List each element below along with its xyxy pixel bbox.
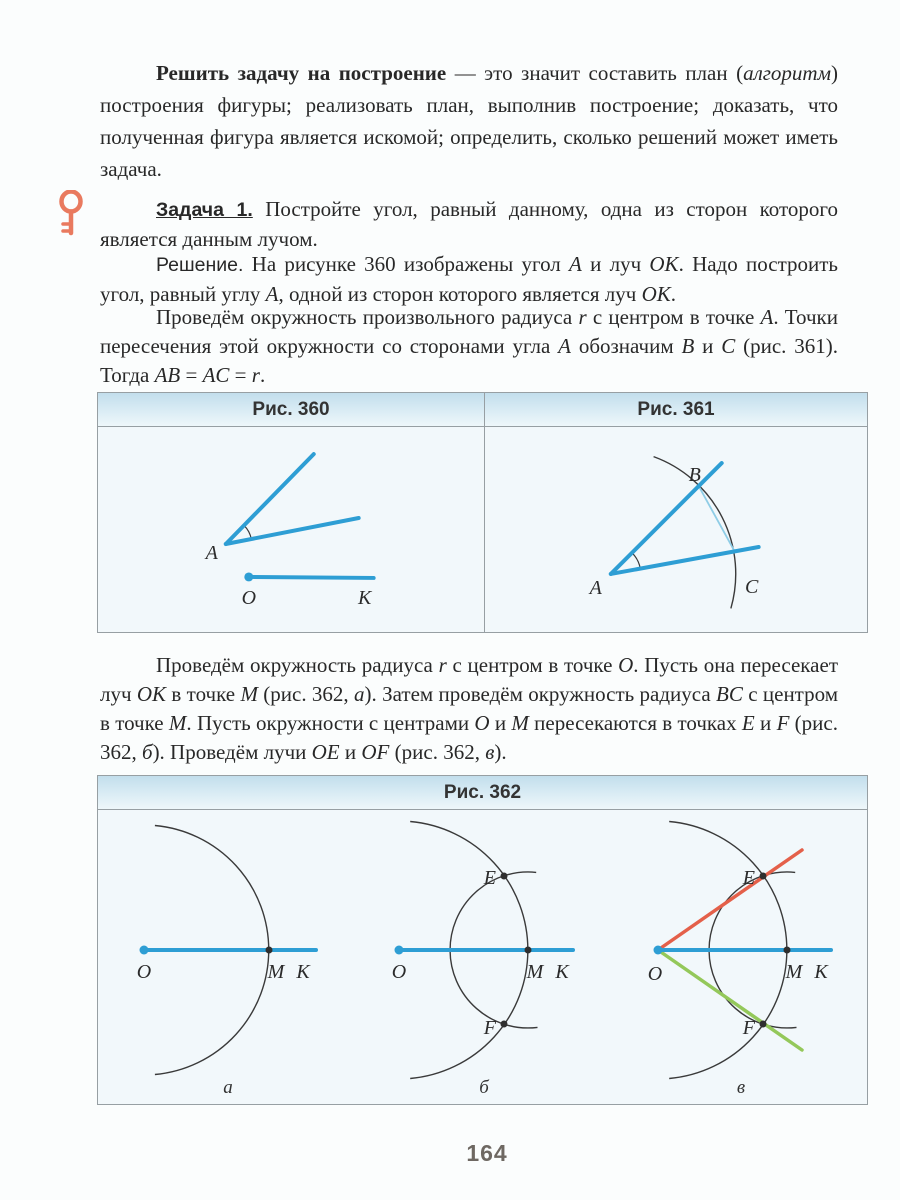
point-label-o: O <box>241 586 257 609</box>
figure-362-title: Рис. 362 <box>443 782 522 803</box>
point-f <box>760 1021 767 1028</box>
figure-box-divider <box>484 393 485 632</box>
paragraph-solution-step2: Проведём окружность радиуса r с центром в точке O. Пусть она пересекает луч OK в точке M (рис. 362, а). Затем проведём окружность радиуса BC с центром в точке M. Пусть окружности с центрами O и M пересекаются в точках E и F (рис. 362, б). Проведём лучи OE и OF (рис. 362, в). <box>100 653 839 764</box>
point-e <box>760 873 767 880</box>
page-number: 164 <box>466 1140 508 1166</box>
ray-ok <box>249 577 374 578</box>
figure-361-title: Рис. 361 <box>637 399 715 420</box>
point-m <box>525 947 532 954</box>
paragraph-solution-intro: Решение. На рисунке 360 изображены угол A и луч OK. Надо построить угол, равный углу A, одной из сторон которого является луч OK. <box>100 252 839 306</box>
point-label-o: O <box>136 961 152 983</box>
paragraph-intro: Решить задачу на построение — это значит составить план (алгоритм) построения фигуры; реализовать план, выполнив построение; доказать, что полученная фигура является искомой; определить, сколько решений может иметь задача. <box>100 61 838 181</box>
point-label-b: B <box>688 464 701 487</box>
point-label-a: A <box>205 541 218 564</box>
figure-header-band <box>98 393 867 427</box>
angle-mark-arc <box>632 553 640 569</box>
point-label-e: E <box>483 867 496 889</box>
point-label-a: A <box>589 576 602 599</box>
point-label-k: K <box>814 961 828 983</box>
point-label-k: K <box>296 961 310 983</box>
point-label-m: M <box>526 961 544 983</box>
figure-361-drawing <box>484 427 868 633</box>
point-label-o: O <box>391 961 407 983</box>
key-icon-shape <box>62 192 81 234</box>
chord-bc <box>698 486 734 551</box>
point-o <box>654 946 663 955</box>
point-label-o: O <box>647 963 663 985</box>
panel-caption-a: а <box>223 1077 233 1098</box>
point-label-c: C <box>744 575 758 598</box>
point-label-k: K <box>555 961 569 983</box>
point-label-k: K <box>357 586 372 609</box>
paragraph-task-1: Задача 1. Постройте угол, равный данному, одна из сторон которого является данным лучом. <box>100 197 838 251</box>
key-icon <box>55 190 87 236</box>
figure-box-362 <box>97 775 868 1105</box>
figure-360-title: Рис. 360 <box>252 399 330 420</box>
panel-caption-b: б <box>479 1077 489 1098</box>
point-o <box>140 946 149 955</box>
point-label-f: F <box>742 1017 755 1039</box>
ray-of <box>658 950 802 1050</box>
point-label-f: F <box>483 1017 496 1039</box>
point-label-e: E <box>742 867 755 889</box>
point-e <box>501 873 508 880</box>
point-m <box>784 947 791 954</box>
paragraph-solution-step1: Проведём окружность произвольного радиуса r с центром в точке A. Точки пересечения этой окружности со сторонами угла A обозначим B и C (рис. 361). Тогда AB = AC = r. <box>100 305 838 387</box>
point-o <box>244 572 253 581</box>
ray-oe <box>658 850 802 950</box>
point-m <box>266 947 273 954</box>
figure-360-drawing <box>98 427 484 633</box>
point-f <box>501 1021 508 1028</box>
point-label-m: M <box>267 961 285 983</box>
angle-mark-arc <box>244 525 251 539</box>
point-o <box>395 946 404 955</box>
panel-caption-v: в <box>736 1077 746 1098</box>
figure-362-drawing <box>98 810 869 1105</box>
figure-header-band <box>98 776 867 810</box>
figure-box-360-361 <box>97 392 868 633</box>
point-label-m: M <box>785 961 803 983</box>
